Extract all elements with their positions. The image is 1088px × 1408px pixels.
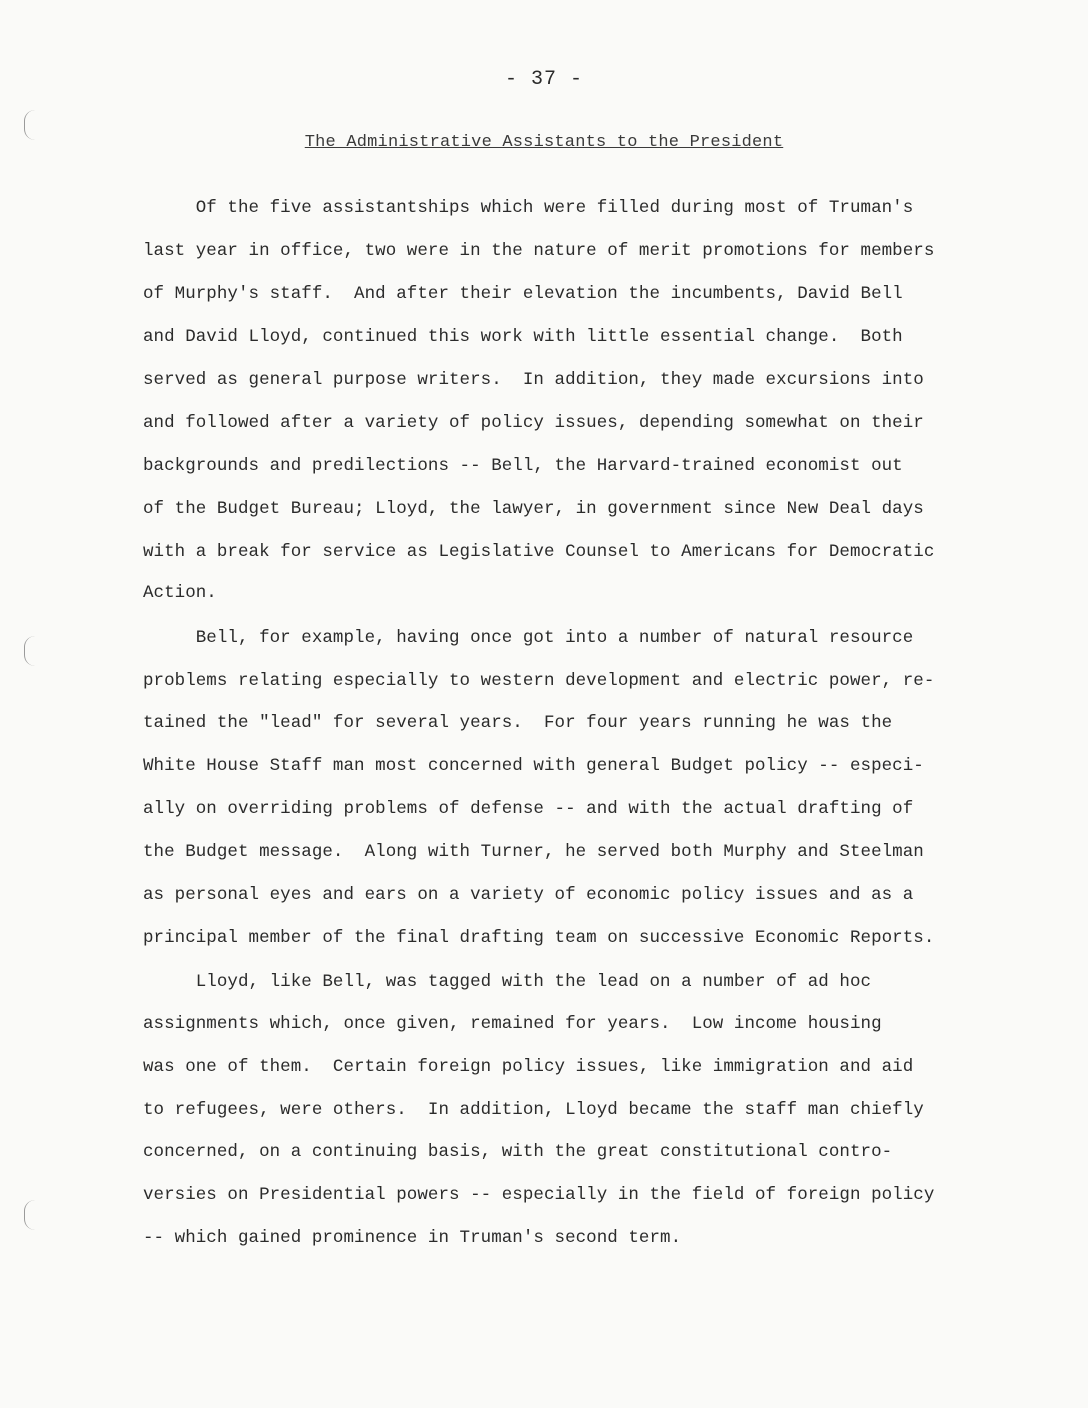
text-line: and followed after a variety of policy issues, depending somewhat on their [143, 413, 924, 433]
text-line: principal member of the final drafting team on successive Economic Reports. [143, 928, 935, 948]
text-line: assignments which, once given, remained for years. Low income housing [143, 1014, 882, 1034]
text-line: Of the five assistantships which were filled during most of Truman's [143, 198, 914, 218]
text-line: as personal eyes and ears on a variety of economic policy issues and as a [143, 885, 914, 905]
text-line: backgrounds and predilections -- Bell, the Harvard-trained economist out [143, 456, 903, 476]
text-line: problems relating especially to western development and electric power, re- [143, 671, 935, 691]
page-number: - 37 - [504, 68, 583, 91]
text-line: Action. [143, 583, 217, 603]
text-line: concerned, on a continuing basis, with the great constitutional contro- [143, 1142, 893, 1162]
text-line: Bell, for example, having once got into a number of natural resource [143, 628, 914, 648]
text-line: White House Staff man most concerned with general Budget policy -- especi- [143, 756, 924, 776]
punch-hole-mark-middle [24, 636, 35, 666]
text-line: Lloyd, like Bell, was tagged with the lead on a number of ad hoc [143, 972, 872, 992]
text-line: with a break for service as Legislative Counsel to Americans for Democratic [143, 542, 935, 562]
section-heading: The Administrative Assistants to the President [304, 133, 784, 152]
text-line: was one of them. Certain foreign policy issues, like immigration and aid [143, 1057, 914, 1077]
text-line: versies on Presidential powers -- especially in the field of foreign policy [143, 1185, 935, 1205]
text-line: ally on overriding problems of defense -- and with the actual drafting of [143, 799, 914, 819]
text-line: served as general purpose writers. In addition, they made excursions into [143, 370, 924, 390]
text-line: last year in office, two were in the nature of merit promotions for members [143, 241, 935, 261]
text-line: to refugees, were others. In addition, Lloyd became the staff man chiefly [143, 1100, 924, 1120]
text-line: of the Budget Bureau; Lloyd, the lawyer, in government since New Deal days [143, 499, 924, 519]
text-line: and David Lloyd, continued this work with little essential change. Both [143, 327, 903, 347]
punch-hole-mark-bottom [24, 1200, 35, 1230]
text-line: the Budget message. Along with Turner, he served both Murphy and Steelman [143, 842, 924, 862]
text-line: -- which gained prominence in Truman's second term. [143, 1228, 682, 1248]
text-line: of Murphy's staff. And after their elevation the incumbents, David Bell [143, 284, 903, 304]
text-line: tained the "lead" for several years. For four years running he was the [143, 713, 893, 733]
